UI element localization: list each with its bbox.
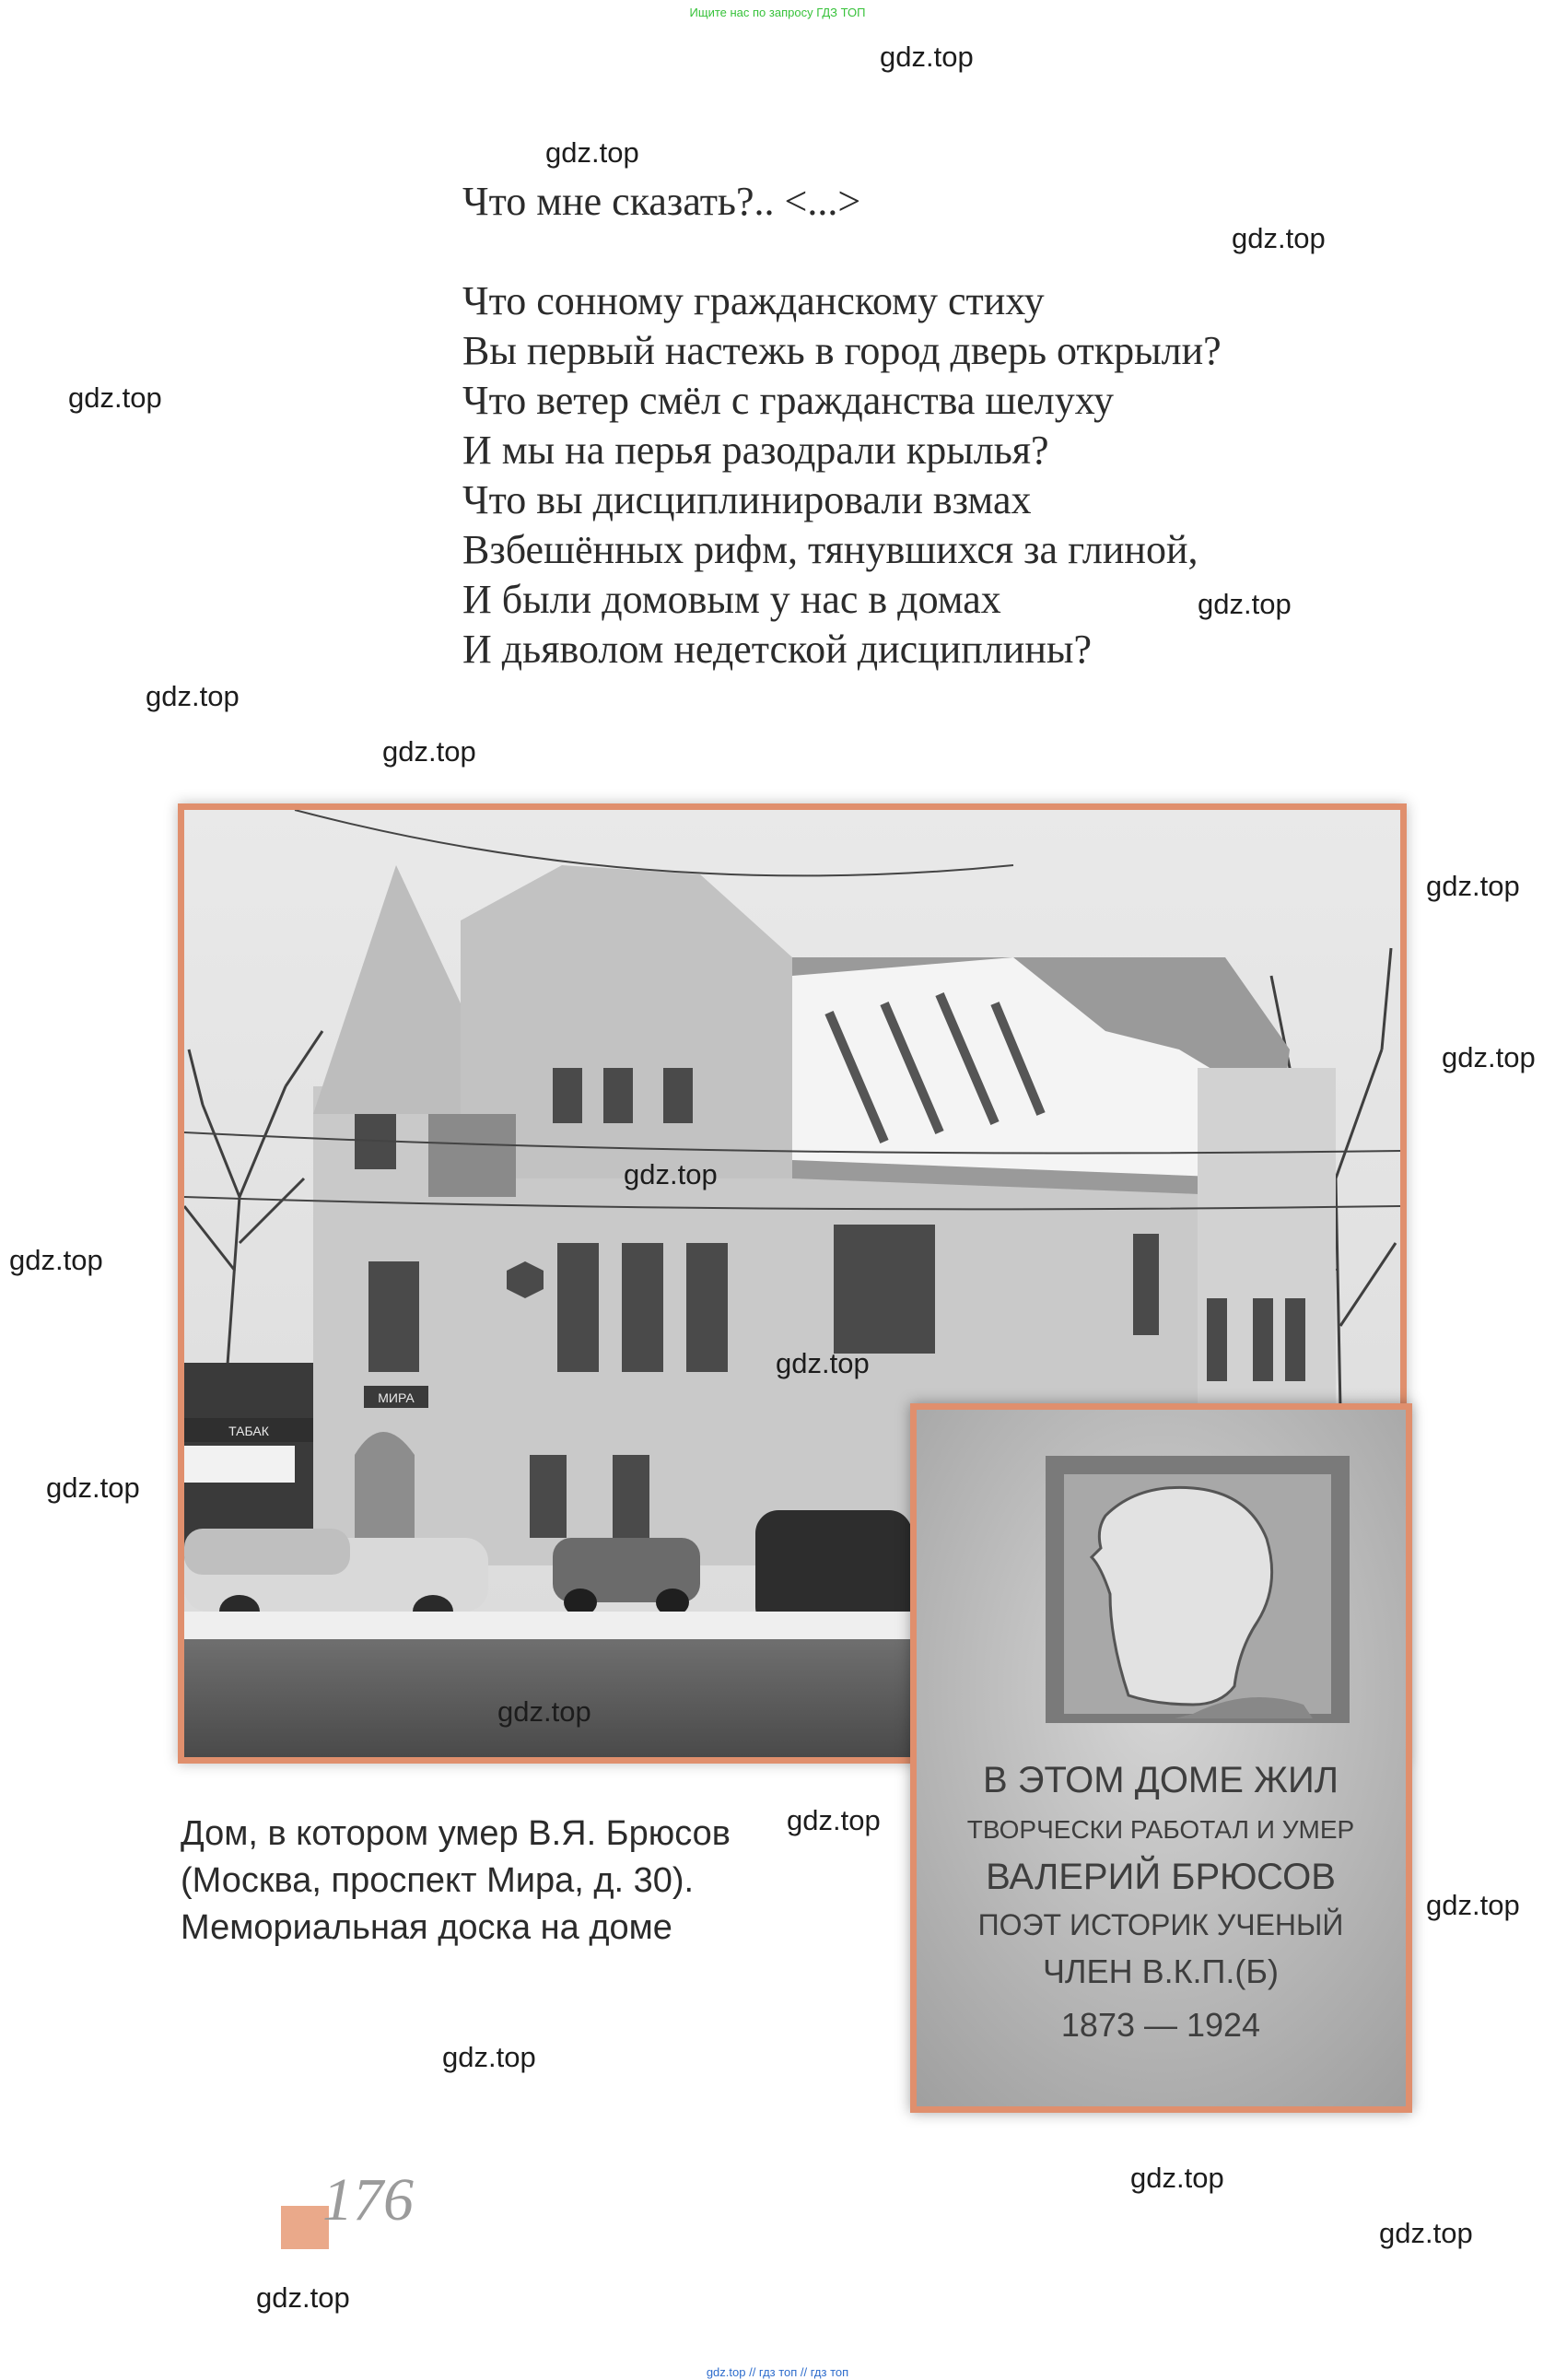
caption-line: Мемориальная доска на доме — [181, 1908, 672, 1947]
plaque-line: В ЭТОМ ДОМЕ ЖИЛ — [983, 1760, 1339, 1800]
watermark: gdz.top — [1426, 870, 1520, 902]
poem-line: И мы на перья разодрали крылья? — [462, 428, 1049, 473]
watermark: gdz.top — [46, 1471, 140, 1504]
poem-line: Что вы дисциплинировали взмах — [462, 477, 1032, 522]
poem-line: Взбешённых рифм, тянувшихся за глиной, — [462, 527, 1198, 572]
poem-line: Вы первый настежь в город дверь открыли? — [462, 328, 1222, 373]
poem-line: Что ветер смёл с гражданства шелуху — [462, 378, 1115, 423]
poem-line: Что мне сказать?.. <...> — [462, 179, 861, 224]
page-number: 176 — [322, 2166, 414, 2233]
watermark: gdz.top — [1379, 2217, 1473, 2249]
watermark: gdz.top — [1442, 1041, 1536, 1073]
watermark: gdz.top — [545, 136, 639, 169]
watermark: gdz.top — [1198, 588, 1292, 620]
watermark: gdz.top — [880, 41, 974, 73]
plaque-line: 1873 — 1924 — [1060, 2006, 1261, 2044]
watermark: gdz.top — [68, 381, 162, 414]
street-sign-text: МИРА — [378, 1390, 415, 1405]
plaque-line: ПОЭТ ИСТОРИК УЧЕНЫЙ — [977, 1908, 1344, 1941]
watermark: gdz.top — [382, 735, 476, 768]
top-banner[interactable]: Ищите нас по запросу ГДЗ ТОП — [689, 6, 866, 19]
watermark: gdz.top — [497, 1695, 591, 1728]
caption-line: Дом, в котором умер В.Я. Брюсов — [181, 1814, 731, 1853]
watermark: gdz.top — [146, 680, 240, 712]
memorial-plaque-image — [917, 1410, 1406, 2106]
watermark: gdz.top — [256, 2281, 350, 2314]
watermark: gdz.top — [9, 1244, 103, 1276]
watermark: gdz.top — [1426, 1889, 1520, 1921]
watermark: gdz.top — [624, 1158, 718, 1190]
poem-line: Что сонному гражданскому стиху — [462, 278, 1045, 323]
poem-line: И дьяволом недетской дисциплины? — [462, 627, 1092, 672]
memorial-plaque-photo — [910, 1403, 1412, 2113]
footer-links[interactable]: gdz.top // гдз топ // гдз топ — [706, 2365, 849, 2379]
watermark: gdz.top — [787, 1804, 881, 1836]
caption-line: (Москва, проспект Мира, д. 30). — [181, 1861, 695, 1900]
watermark: gdz.top — [776, 1347, 870, 1379]
plaque-line: ЧЛЕН В.К.П.(Б) — [1042, 1952, 1280, 1990]
photo-caption — [181, 1811, 825, 1952]
watermark: gdz.top — [1130, 2162, 1224, 2194]
plaque-line: ВАЛЕРИЙ БРЮСОВ — [986, 1857, 1336, 1897]
watermark: gdz.top — [1232, 222, 1326, 254]
watermark: gdz.top — [442, 2041, 536, 2073]
shop-sign-text: ТАБАК — [228, 1424, 269, 1438]
plaque-line: ТВОРЧЕСКИ РАБОТАЛ И УМЕР — [966, 1815, 1355, 1844]
poem-line: И были домовым у нас в домах — [462, 577, 1001, 622]
